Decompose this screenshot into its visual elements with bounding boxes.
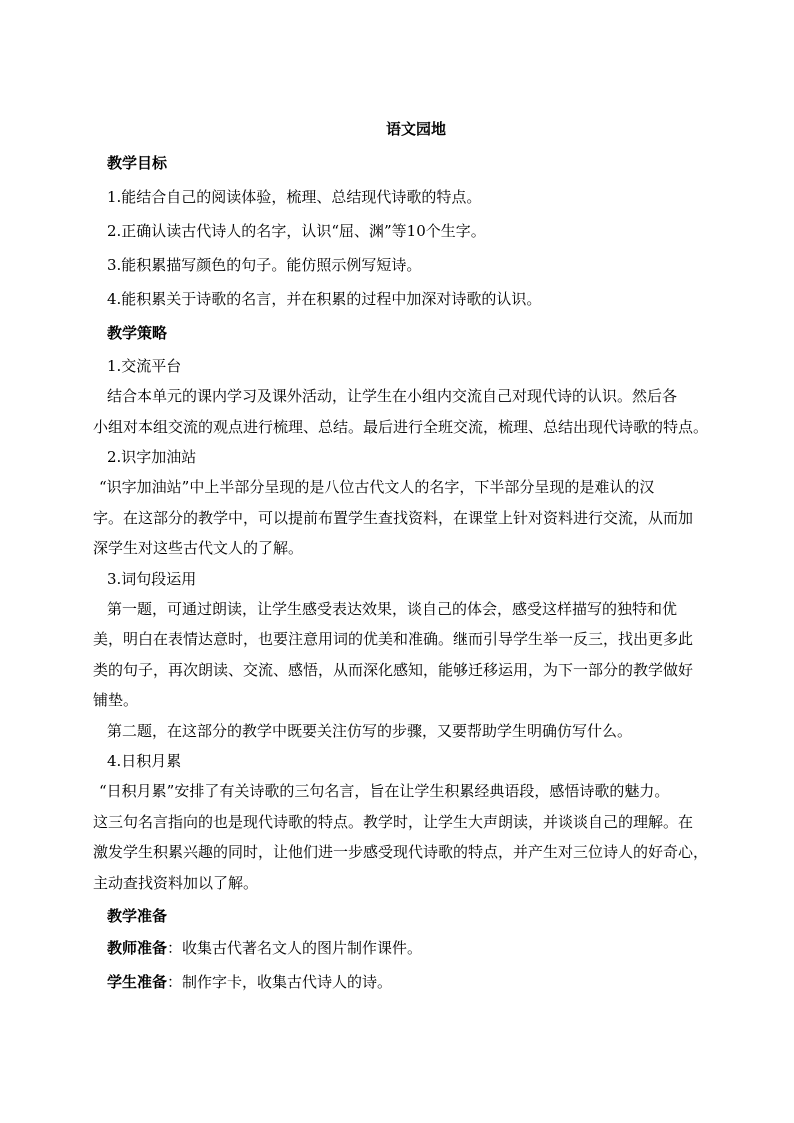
student-prep-label: 学生准备 <box>107 973 168 991</box>
text-line: “日积月累”安排了有关诗歌的三句名言，旨在让学生积累经典语段，感悟诗歌的魅力。 <box>99 782 670 800</box>
text-line: 结合本单元的课内学习及课外活动，让学生在小组内交流自己对现代诗的认识。然后各 <box>107 387 678 405</box>
strategy-4-title: 4.日积月累 <box>107 752 182 770</box>
teacher-prep-label: 教师准备 <box>107 939 168 957</box>
text-line: 第二题，在这部分的教学中既要关注仿写的步骤，又要帮助学生明确仿写什么。 <box>107 721 633 740</box>
strategy-3-text-a <box>93 594 725 716</box>
text-line: 类的句子，再次朗读、交流、感悟，从而深化感知，能够迁移运用，为下一部分的教学做好 <box>93 660 694 679</box>
strategy-2-title: 2.识字加油站 <box>107 448 197 466</box>
text-line: 深学生对这些古代文人的了解。 <box>93 539 304 557</box>
text-line: “识字加油站”中上半部分呈现的是八位古代文人的名字，下半部分呈现的是难认的汉 <box>99 478 655 496</box>
text-line: 激发学生积累兴趣的同时，让他们进一步感受现代诗歌的特点，并产生对三位诗人的好奇心， <box>93 843 709 861</box>
goal-item: 4.能积累关于诗歌的名言，并在积累的过程中加深对诗歌的认识。 <box>107 290 542 308</box>
strategy-3-title: 3.词句段运用 <box>107 569 197 588</box>
strategy-4-text <box>93 776 725 898</box>
text-line: 这三句名言指向的也是现代诗歌的特点。教学时，让学生大声朗读，并谈谈自己的理解。在 <box>93 812 694 831</box>
strategy-3-text-b <box>107 716 725 747</box>
text-line: 第一题，可通过朗读，让学生感受表达效果，谈自己的体会，感受这样描写的独特和优 <box>107 599 678 618</box>
prep-heading: 教学准备 <box>107 907 168 925</box>
student-prep-text: ：制作字卡，收集古代诗人的诗。 <box>167 973 393 991</box>
document-body <box>93 117 725 996</box>
text-line: 美，明白在表情达意时，也要注意用词的优美和准确。继而引导学生举一反三，找出更多此 <box>93 630 694 648</box>
text-line: 小组对本组交流的观点进行梳理、总结。最后进行全班交流，梳理、总结出现代诗歌的特点。 <box>93 417 709 436</box>
page-title: 语文园地 <box>385 120 446 138</box>
teacher-prep <box>107 934 725 962</box>
goal-item: 2.正确认读古代诗人的名字，认识“屈、渊”等10个生字。 <box>107 222 486 240</box>
teacher-prep-text: ：收集古代著名文人的图片制作课件。 <box>167 939 423 957</box>
student-prep <box>107 968 725 996</box>
goal-item: 3.能积累描写颜色的句子。能仿照示例写短诗。 <box>107 256 422 274</box>
strategy-1-text <box>93 381 725 442</box>
goals-heading: 教学目标 <box>107 154 168 172</box>
goal-item: 1.能结合自己的阅读体验，梳理、总结现代诗歌的特点。 <box>107 188 482 206</box>
text-line: 铺垫。 <box>93 691 139 709</box>
strategy-heading: 教学策略 <box>107 324 168 342</box>
strategy-1-title: 1.交流平台 <box>107 357 182 375</box>
text-line: 主动查找资料加以了解。 <box>93 873 259 892</box>
strategy-2-text <box>93 472 725 564</box>
text-line: 字。在这部分的教学中，可以提前布置学生查找资料，在课堂上针对资料进行交流，从而加 <box>93 508 694 527</box>
